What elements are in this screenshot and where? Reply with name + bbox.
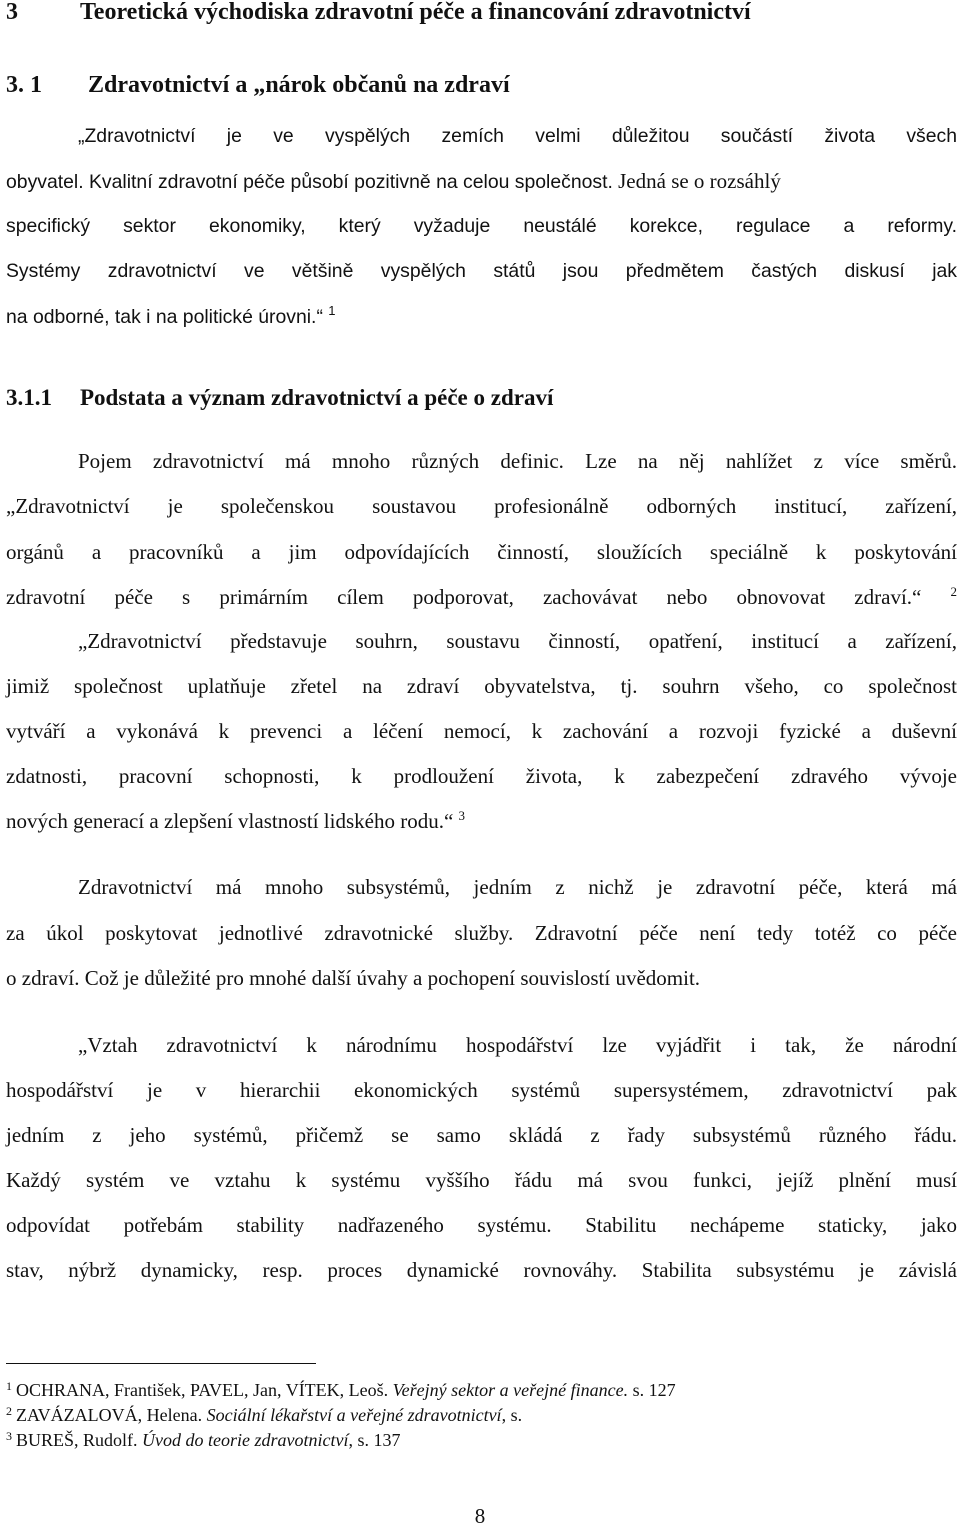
paragraph-3-line-5-text: nových generací a zlepšení vlastností lidského rodu.“ [6, 809, 454, 833]
paragraph-4-line-3: o zdraví. Což je důležité pro mnohé další úvahy a pochopení souvislostí uvědomit. [6, 966, 701, 990]
paragraph-1-line-2-b: Jedná se o rozsáhlý [618, 169, 781, 193]
footnote-3-rest: , s. 137 [348, 1430, 401, 1450]
paragraph-5-line-1: „Vztah zdravotnictví k národnímu hospodářství lze vyjádřit i tak, že národní [78, 1033, 957, 1057]
paragraph-1-line-3: specifický sektor ekonomiky, který vyžaduje neustálé korekce, regulace a reformy. [6, 215, 957, 237]
subsection-title: Podstata a význam zdravotnictví a péče o zdraví [80, 385, 554, 410]
paragraph-1-line-2-a: obyvatel. Kvalitní zdravotní péče působí pozitivně na celou společnost. [6, 171, 613, 193]
paragraph-3-line-1: „Zdravotnictví představuje souhrn, soustavu činností, opatření, institucí a zařízení, [78, 629, 957, 653]
paragraph-1-line-4: Systémy zdravotnictví ve většině vyspělých států jsou předmětem častých diskusí jak [6, 260, 957, 282]
footnote-separator [6, 1363, 316, 1364]
paragraph-1-line-5 [6, 304, 957, 330]
paragraph-5-line-6: stav, nýbrž dynamicky, resp. proces dynamické rovnováhy. Stabilita subsystému je závislá [6, 1258, 957, 1282]
section-number: 3. 1 [6, 72, 42, 98]
footnote-3: $^3$ BUREŠ, Rudolf. Úvod do teorie zdravotnictví, s. 137 [6, 1429, 401, 1450]
paragraph-4-line-2: za úkol poskytovat jednotlivé zdravotnické služby. Zdravotní péče není tedy totéž co péče [6, 921, 957, 945]
subsection-heading [6, 385, 957, 411]
paragraph-1-line-1: „Zdravotnictví je ve vyspělých zemích velmi důležitou součástí života všech [78, 125, 957, 147]
footnote-2-title: Sociální lékařství a veřejné zdravotnictví [206, 1405, 502, 1425]
footnote-2-author: ZAVÁZALOVÁ, Helena. [16, 1405, 203, 1425]
paragraph-4-line-1: Zdravotnictví má mnoho subsystémů, jedním z nichž je zdravotní péče, která má [78, 875, 957, 899]
page-number: 8 [474, 1504, 486, 1528]
paragraph-3-line-5 [6, 808, 957, 834]
footnote-1-author: OCHRANA, František, PAVEL, Jan, VÍTEK, Leoš. [16, 1380, 389, 1400]
footnote-ref-2: 2 [950, 584, 957, 599]
footnote-3-author: BUREŠ, Rudolf. [16, 1430, 138, 1450]
paragraph-2-line-4 [6, 584, 957, 610]
paragraph-3-line-3: vytváří a vykonává k prevenci a léčení nemocí, k zachování a rozvoji fyzické a duševní [6, 719, 957, 743]
paragraph-5-line-3: jedním z jeho systémů, přičemž se samo skládá z řady subsystémů různého řádu. [6, 1123, 957, 1147]
paragraph-5-line-2: hospodářství je v hierarchii ekonomických systémů supersystémem, zdravotnictví pak [6, 1078, 957, 1102]
chapter-heading [6, 0, 957, 25]
footnote-1: $^1$ OCHRANA, František, PAVEL, Jan, VÍTEK, Leoš. Veřejný sektor a veřejné finance. s. 127 [6, 1379, 676, 1400]
footnote-ref-3: 3 [458, 808, 466, 823]
section-heading [6, 72, 957, 98]
paragraph-2-line-2: „Zdravotnictví je společenskou soustavou profesionálně odborných institucí, zařízení, [6, 494, 957, 518]
paragraph-3-line-4: zdatnosti, pracovní schopnosti, k prodloužení života, k zabezpečení zdravého vývoje [6, 764, 957, 788]
section-title: Zdravotnictví a „nárok občanů na zdraví [88, 72, 510, 98]
paragraph-2-line-4-text: zdravotní péče s primárním cílem podporovat, zachovávat nebo obnovovat zdraví.“ [6, 585, 922, 609]
footnote-2: $^2$ ZAVÁZALOVÁ, Helena. Sociální lékařství a veřejné zdravotnictví, s. [6, 1404, 523, 1425]
paragraph-5-line-4: Každý systém ve vztahu k systému vyššího řádu má svou funkci, jejíž plnění musí [6, 1168, 957, 1192]
footnote-1-rest: s. 127 [632, 1380, 676, 1400]
paragraph-2-line-1: Pojem zdravotnictví má mnoho různých definic. Lze na něj nahlížet z více směrů. [78, 449, 957, 473]
chapter-title: Teoretická východiska zdravotní péče a financování zdravotnictví [80, 0, 751, 25]
chapter-number: 3 [6, 0, 18, 25]
paragraph-1-line-2 [6, 168, 957, 195]
paragraph-5-line-5: odpovídat potřebám stability nadřazeného systému. Stabilitu nechápeme staticky, jako [6, 1213, 957, 1237]
footnote-3-title: Úvod do teorie zdravotnictví [142, 1430, 349, 1450]
paragraph-3-line-2: jimiž společnost uplatňuje zřetel na zdraví obyvatelstva, tj. souhrn všeho, co společnost [6, 674, 957, 698]
footnote-2-rest: , s. [501, 1405, 523, 1425]
subsection-number: 3.1.1 [6, 385, 52, 410]
footnote-ref-1: 1 [328, 303, 336, 318]
paragraph-2-line-3: orgánů a pracovníků a jim odpovídajících činností, sloužících speciálně k poskytování [6, 540, 957, 564]
paragraph-1-line-5-text: na odborné, tak i na politické úrovni.“ [6, 306, 323, 328]
footnote-1-title: Veřejný sektor a veřejné finance. [392, 1380, 629, 1400]
